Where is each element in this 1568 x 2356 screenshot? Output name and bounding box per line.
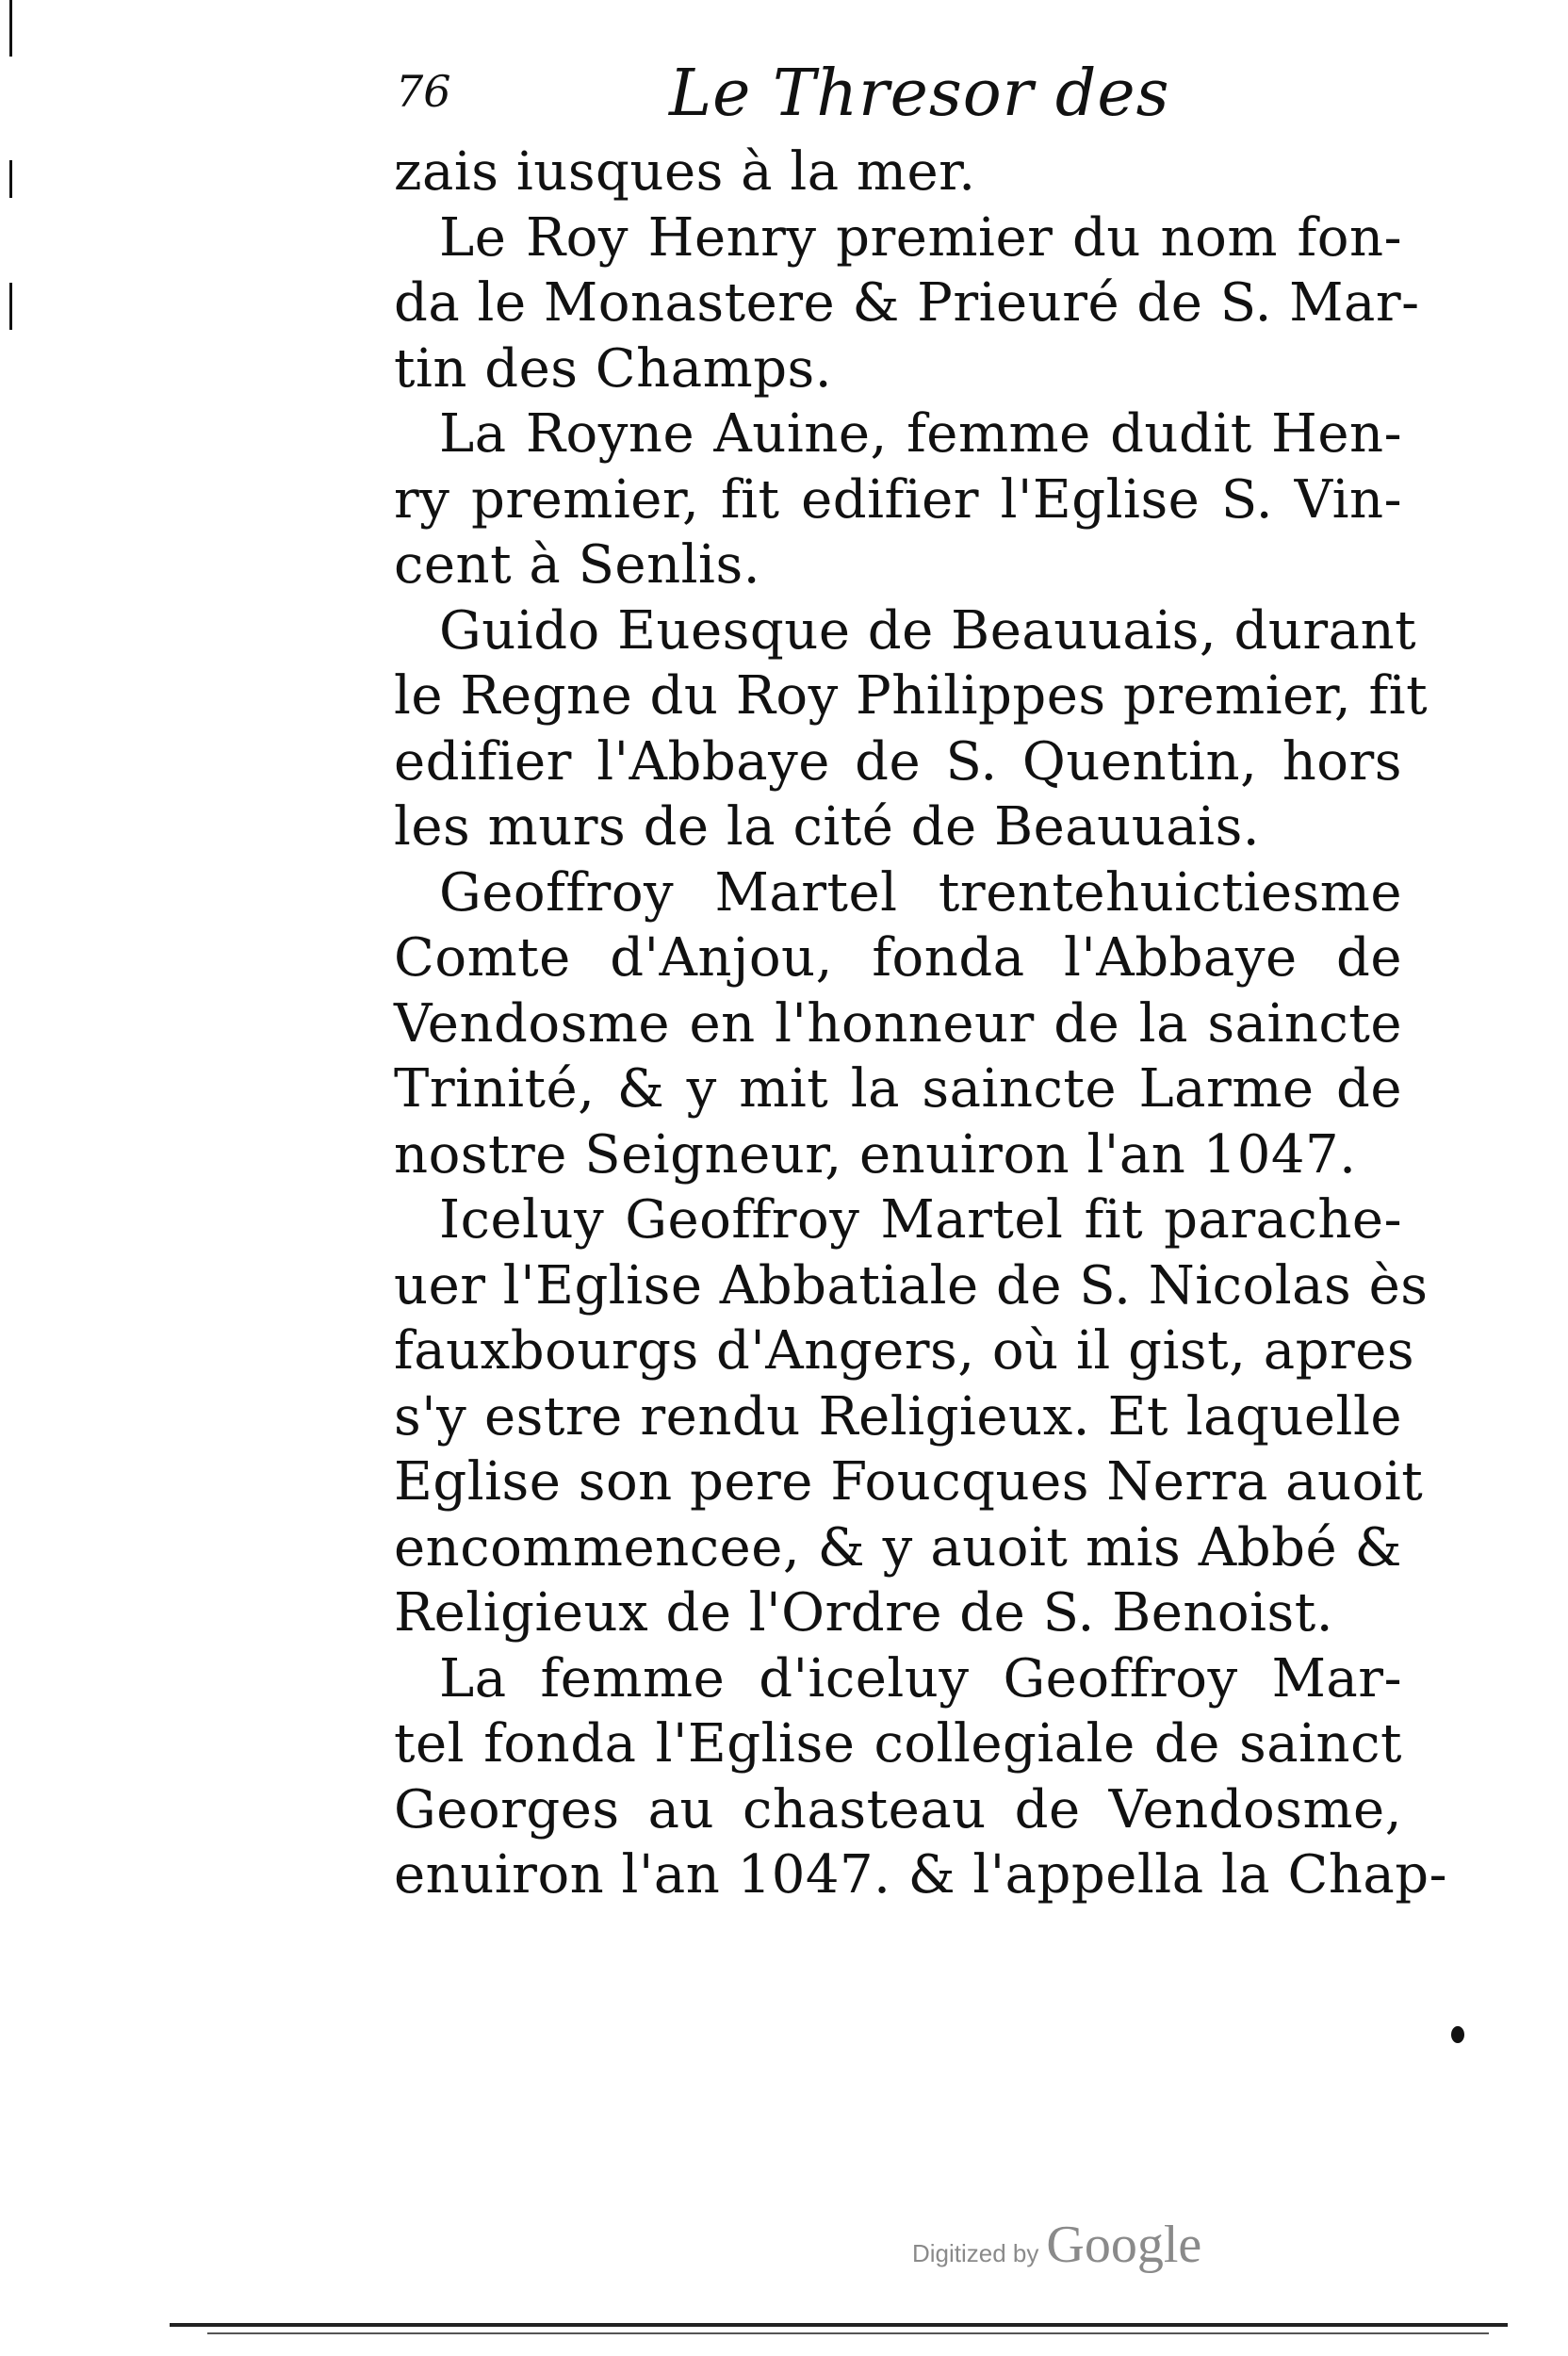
- margin-mark: [9, 0, 12, 57]
- text-line: les murs de la cité de Beauuais.: [394, 796, 1261, 858]
- text-line: cent à Senlis.: [394, 534, 760, 596]
- paragraph: [394, 1187, 1429, 1646]
- text-line: Vendosme en l'honneur de la saincte: [394, 992, 1402, 1055]
- paragraph: [394, 205, 1420, 402]
- text-line: encommencee, & y auoit mis Abbé &: [394, 1516, 1402, 1579]
- text-line: Trinité, & y mit la saincte Larme de: [394, 1058, 1402, 1120]
- google-logo: Google: [1046, 2216, 1202, 2274]
- paragraph: [394, 1646, 1448, 1908]
- text-line: Guido Euesque de Beauuais, durant: [439, 599, 1417, 662]
- text-line: da le Monastere & Prieuré de S. Mar-: [394, 272, 1420, 334]
- text-line: La femme d'iceluy Geoffroy Mar-: [439, 1647, 1402, 1710]
- text-line: Religieux de l'Ordre de S. Benoist.: [394, 1582, 1334, 1644]
- text-line: le Regne du Roy Philippes premier, fit: [394, 665, 1429, 727]
- digitized-by-watermark: [912, 2215, 1201, 2275]
- text-line: s'y estre rendu Religieux. Et laquelle: [394, 1385, 1402, 1448]
- text-line: fauxbourgs d'Angers, où il gist, apres: [394, 1320, 1415, 1382]
- paragraph: [394, 860, 1402, 1188]
- margin-mark: [9, 160, 12, 198]
- text-line: ry premier, fit edifier l'Eglise S. Vin-: [394, 468, 1402, 531]
- margin-mark: [9, 283, 12, 330]
- text-line: zais iusques à la mer.: [394, 141, 976, 203]
- page-header: [396, 57, 1168, 141]
- ink-spot: [1451, 2026, 1464, 2043]
- text-line: Georges au chasteau de Vendosme,: [394, 1778, 1402, 1841]
- digitized-label: Digitized by: [912, 2239, 1039, 2267]
- text-line: enuiron l'an 1047. & l'appella la Chap-: [394, 1844, 1448, 1906]
- text-line: nostre Seigneur, enuiron l'an 1047.: [394, 1123, 1357, 1186]
- text-line: Iceluy Geoffroy Martel fit parache-: [439, 1189, 1402, 1251]
- text-line: uer l'Eglise Abbatiale de S. Nicolas ès: [394, 1254, 1429, 1317]
- text-line: Comte d'Anjou, fonda l'Abbaye de: [394, 927, 1402, 989]
- text-line: edifier l'Abbaye de S. Quentin, hors: [394, 730, 1402, 793]
- paragraph: [394, 401, 1402, 598]
- running-title: Le Thresor des: [669, 57, 1170, 131]
- text-line: Le Roy Henry premier du nom fon-: [439, 206, 1402, 269]
- paragraph: [394, 598, 1429, 860]
- text-line: La Royne Auine, femme dudit Hen-: [439, 403, 1402, 465]
- paragraph: [394, 139, 1402, 205]
- text-line: tel fonda l'Eglise collegiale de sainct: [394, 1713, 1402, 1775]
- text-line: Geoffroy Martel trentehuictiesme: [439, 861, 1402, 924]
- text-line: Eglise son pere Foucques Nerra auoit: [394, 1451, 1424, 1513]
- bottom-edge-rule: [170, 2323, 1508, 2327]
- body-text: [394, 139, 1448, 1908]
- text-line: tin des Champs.: [394, 337, 833, 400]
- bottom-edge-rule: [207, 2332, 1489, 2334]
- page-number: 76: [396, 66, 451, 117]
